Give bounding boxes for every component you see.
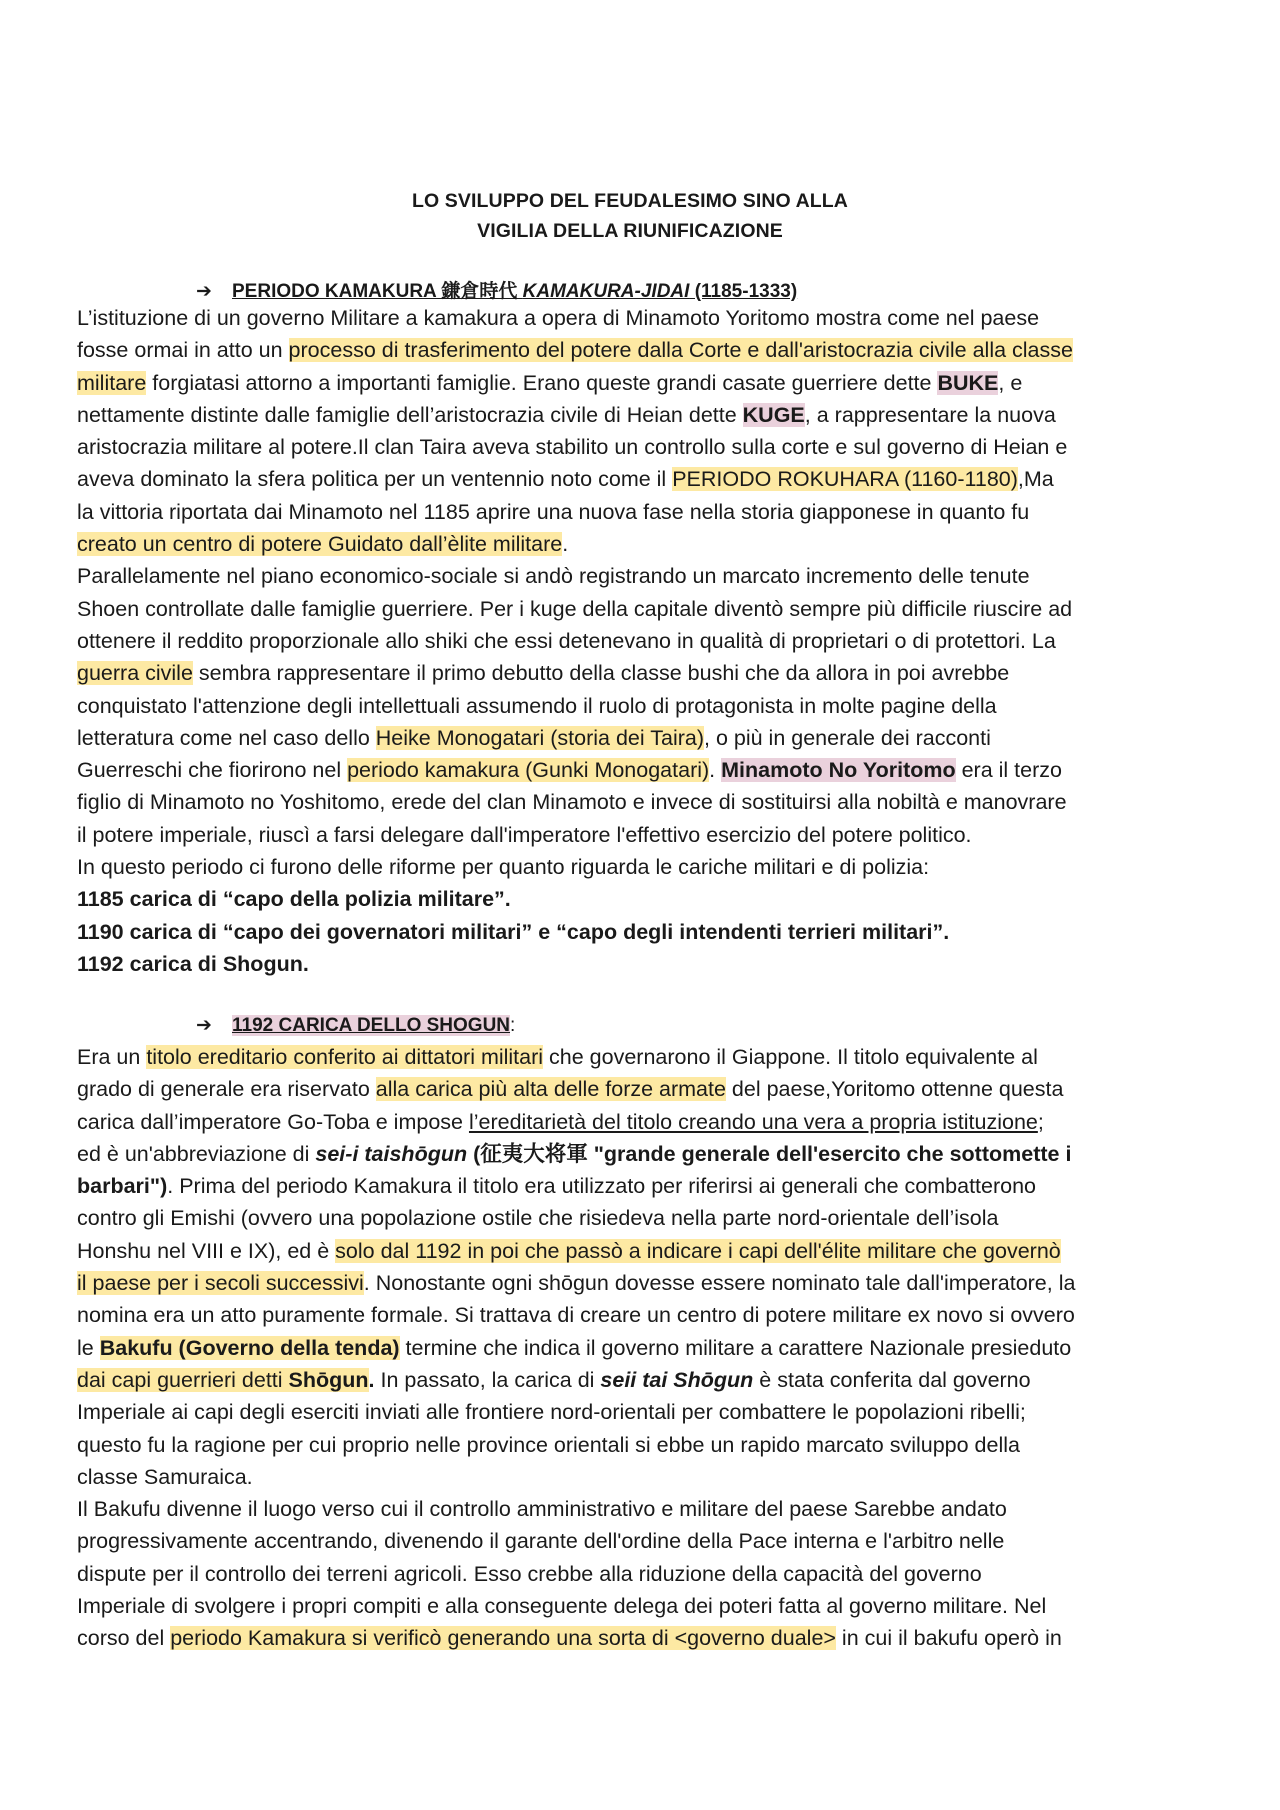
paragraph-line: conquistato l'attenzione degli intellettuali assumendo il ruolo di protagonista in molte pagine della [77, 693, 997, 718]
paragraph-line: Guerreschi che fiorirono nel periodo kamakura (Gunki Monogatari). Minamoto No Yoritomo era il terzo [77, 758, 1062, 783]
section1-body [77, 302, 1207, 980]
arrow-bullet-icon: ➔ [196, 281, 212, 302]
heading-periodo-kamakura [196, 276, 797, 303]
highlight-term: BUKE [937, 370, 999, 395]
paragraph-line: corso del periodo Kamakura si verificò generando una sorta di <governo duale> in cui il bakufu operò in [77, 1626, 1062, 1651]
paragraph-line: le Bakufu (Governo della tenda) termine che indica il governo militare a carattere Nazionale presieduto [77, 1335, 1072, 1360]
highlight: il paese per i secoli successivi [77, 1271, 364, 1296]
paragraph-line: Imperiale di svolgere i propri compiti e alla conseguente delega dei poteri fatta al governo militare. Nel [77, 1594, 1047, 1619]
paragraph-line: Honshu nel VIII e IX), ed è solo dal 1192 in poi che passò a indicare i capi dell'élite militare che governò [77, 1238, 1061, 1263]
paragraph-line: carica dall’imperatore Go-Toba e impose l’ereditarietà del titolo creando una vera a propria istituzione; [77, 1109, 1044, 1134]
paragraph-line: la vittoria riportata dai Minamoto nel 1185 aprire una nuova fase nella storia giapponese in quanto fu [77, 499, 1030, 524]
paragraph-line: Shoen controllate dalle famiglie guerriere. Per i kuge della capitale diventò sempre più difficile riuscire ad [77, 596, 1073, 621]
paragraph-line: classe Samuraica. [77, 1464, 253, 1489]
section2-body [77, 1041, 1207, 1655]
reform-1190: 1190 carica di “capo dei governatori militari” e “capo degli intendenti terrieri militari”. [77, 919, 950, 944]
paragraph-line: dai capi guerrieri detti Shōgun. In passato, la carica di seii tai Shōgun è stata conferita dal governo [77, 1367, 1031, 1392]
document-title [0, 186, 1260, 246]
paragraph-line: dispute per il controllo dei terreni agricoli. Esso crebbe alla riduzione della capacità del governo [77, 1561, 982, 1586]
paragraph-line: nomina era un atto puramente formale. Si trattava di creare un centro di potere militare ex novo si ovvero [77, 1303, 1075, 1328]
paragraph-line: il paese per i secoli successivi. Nonostante ogni shōgun dovesse essere nominato tale dall'imperatore, la [77, 1271, 1076, 1296]
paragraph-line: Il Bakufu divenne il luogo verso cui il controllo amministrativo e militare del paese Sarebbe andato [77, 1497, 1007, 1522]
reform-1192: 1192 carica di Shogun. [77, 951, 309, 976]
heading-carica-shogun: ➔ 1192 CARICA DELLO SHOGUN: [196, 1015, 516, 1036]
paragraph-line: aristocrazia militare al potere.Il clan Taira aveva stabilito un controllo sulla corte e sul governo di Heian e [77, 435, 1068, 460]
paragraph-line: questo fu la ragione per cui proprio nelle province orientali si ebbe un rapido marcato sviluppo della [77, 1432, 1020, 1457]
paragraph-line: barbari"). Prima del periodo Kamakura il titolo era utilizzato per riferirsi ai generali che combatterono [77, 1174, 1037, 1199]
highlight: guerra civile [77, 661, 193, 686]
title-line-2: VIGILIA DELLA RIUNIFICAZIONE [477, 220, 783, 242]
title-line-1: LO SVILUPPO DEL FEUDALESIMO SINO ALLA [412, 190, 848, 212]
paragraph-line: guerra civile sembra rappresentare il primo debutto della classe bushi che da allora in poi avrebbe [77, 661, 1010, 686]
underlined-text: l’ereditarietà del titolo creando una vera a propria istituzione [468, 1109, 1038, 1134]
paragraph-line: fosse ormai in atto un processo di trasferimento del potere dalla Corte e dall'aristocrazia civile alla classe [77, 338, 1073, 363]
paragraph-line: Imperiale ai capi degli eserciti inviati alle frontiere nord-orientali per combattere le popolazioni ribelli; [77, 1400, 1026, 1425]
paragraph-line: Parallelamente nel piano economico-sociale si andò registrando un marcato incremento delle tenute [77, 564, 1030, 589]
paragraph-line: militare forgiatasi attorno a importanti famiglie. Erano queste grandi casate guerriere dette BUKE, e [77, 370, 1023, 395]
heading-text-dates: (1185-1333) [689, 281, 798, 302]
paragraph-line: creato un centro di potere Guidato dall’èlite militare. [77, 532, 569, 557]
paragraph-line: nettamente distinte dalle famiglie dell’aristocrazia civile di Heian dette KUGE, a rappresentare la nuova [77, 402, 1056, 427]
heading-text-a: PERIODO KAMAKURA 鎌倉時代 [232, 281, 523, 302]
highlight: PERIODO ROKUHARA (1160-1180) [672, 467, 1018, 492]
paragraph-line: grado di generale era riservato alla carica più alta delle forze armate del paese,Yoritomo ottenne questa [77, 1077, 1064, 1102]
highlight: dai capi guerrieri detti [77, 1367, 289, 1392]
highlight: Heike Monogatari (storia dei Taira) [375, 725, 705, 750]
highlight: titolo ereditario conferito ai dittatori militari [146, 1045, 544, 1069]
paragraph-line: progressivamente accentrando, divenendo il garante dell'ordine della Pace interna e l'arbitro nelle [77, 1529, 1005, 1554]
heading-text: 1192 CARICA DELLO SHOGUN [232, 1015, 511, 1036]
highlight: creato un centro di potere Guidato dall’èlite militare [77, 532, 563, 557]
paragraph-line: Era un titolo ereditario conferito ai dittatori militari che governarono il Giappone. Il titolo equivalente al [77, 1045, 1038, 1069]
highlight: alla carica più alta delle forze armate [375, 1077, 726, 1102]
heading-text-italic: KAMAKURA-JIDAI [522, 281, 690, 302]
highlight-term: KUGE [742, 402, 805, 427]
highlight: periodo kamakura (Gunki Monogatari) [347, 758, 710, 783]
paragraph-line: il potere imperiale, riuscì a farsi delegare dall'imperatore l'effettivo esercizio del potere politico. [77, 822, 972, 847]
highlight: processo di trasferimento del potere dalla Corte e dall'aristocrazia civile alla classe [288, 338, 1073, 363]
highlight: solo dal 1192 in poi che passò a indicare i capi dell'élite militare che governò [335, 1238, 1061, 1263]
paragraph-line: contro gli Emishi (ovvero una popolazione ostile che risiedeva nella parte nord-orientale dell’isola [77, 1206, 999, 1231]
paragraph-line: letteratura come nel caso dello Heike Monogatari (storia dei Taira), o più in generale dei racconti [77, 725, 991, 750]
paragraph-line: L’istituzione di un governo Militare a kamakura a opera di Minamoto Yoritomo mostra come nel paese [77, 306, 1040, 330]
reform-1185: 1185 carica di “capo della polizia militare”. [77, 887, 511, 912]
highlight: periodo Kamakura si verificò generando una sorta di <governo duale> [170, 1626, 836, 1651]
paragraph-line: ottenere il reddito proporzionale allo shiki che essi detenevano in qualità di proprietari o di protettori. La [77, 628, 1056, 653]
paragraph-line: aveva dominato la sfera politica per un ventennio noto come il PERIODO ROKUHARA (1160-1180),Ma [77, 467, 1054, 492]
highlight-term: Bakufu (Governo della tenda) [99, 1335, 400, 1360]
highlight: militare [77, 370, 147, 395]
arrow-bullet-icon: ➔ [196, 1015, 212, 1036]
highlight-term: Shōgun [288, 1367, 369, 1392]
paragraph-line: figlio di Minamoto no Yoshitomo, erede del clan Minamoto e invece di sostituirsi alla nobiltà e manovrare [77, 790, 1067, 815]
paragraph-line: In questo periodo ci furono delle riforme per quanto riguarda le cariche militari e di polizia: [77, 855, 930, 880]
highlight-term: Minamoto No Yoritomo [721, 758, 956, 783]
paragraph-line: ed è un'abbreviazione di sei-i taishōgun (征夷大将軍 "grande generale dell'esercito che sottomette i [77, 1141, 1072, 1166]
